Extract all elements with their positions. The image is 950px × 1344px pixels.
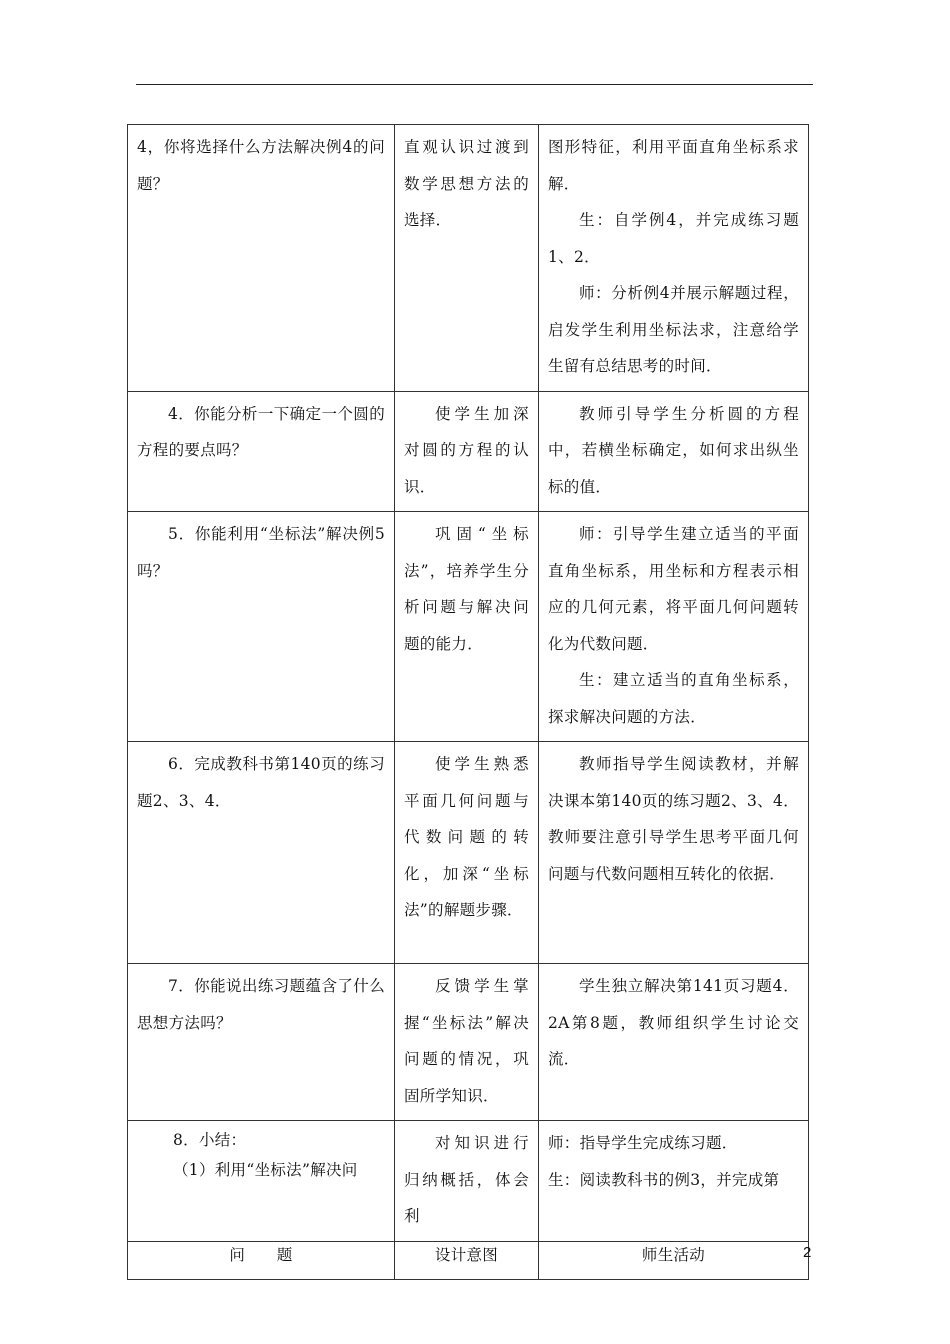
- intent-text: 使学生熟悉平面几何问题与代数问题的转化，加深“坐标法”的解题步骤．: [404, 755, 529, 919]
- activity-cell: [539, 742, 809, 964]
- question-text: 4，你将选择什么方法解决例4的问题？: [137, 138, 385, 193]
- activity-text: 生：阅读教科书的例3，并完成第: [548, 1170, 780, 1189]
- intent-cell: [395, 391, 539, 512]
- activity-text: 师：分析例4并展示解题过程，启发学生利用坐标法求，注意给学生留有总结思考的时间．: [548, 284, 799, 375]
- question-text: 7．你能说出练习题蕴含了什么思想方法吗？: [137, 977, 385, 1032]
- header-rule: [136, 84, 813, 85]
- table-row: [128, 391, 809, 512]
- lesson-design-table: [127, 124, 812, 1280]
- question-cell: [128, 742, 395, 964]
- intent-text: 巩固“坐标法”，培养学生分析问题与解决问题的能力．: [404, 525, 529, 653]
- activity-cell: [539, 964, 809, 1121]
- question-cell: [128, 964, 395, 1121]
- activity-cell: [539, 512, 809, 742]
- column-header-question: 问 题: [128, 1241, 395, 1279]
- question-text: 5．你能利用“坐标法”解决例5吗？: [137, 525, 385, 580]
- activity-text: 学生独立解决第141页习题4．2A第8题，教师组织学生讨论交流．: [548, 977, 799, 1068]
- question-cell: [128, 1121, 395, 1242]
- question-cell: [128, 391, 395, 512]
- activity-text: 生：自学例4，并完成练习题1、2．: [548, 211, 799, 266]
- activity-cell: [539, 125, 809, 392]
- column-header-intent: 设计意图: [395, 1241, 539, 1279]
- table-row: [128, 125, 809, 392]
- activity-text: 教师指导学生阅读教材，并解决课本第140页的练习题2、3、4．教师要注意引导学生思考平面几何问题与代数问题相互转化的依据．: [548, 755, 799, 883]
- activity-text: 生：建立适当的直角坐标系，探求解决问题的方法．: [548, 671, 799, 726]
- table-row: [128, 742, 809, 964]
- question-text: 4．你能分析一下确定一个圆的方程的要点吗？: [137, 404, 385, 459]
- table-row: [128, 1121, 809, 1242]
- intent-cell: [395, 742, 539, 964]
- question-text: 8．小结：: [173, 1131, 247, 1149]
- activity-text: 图形特征，利用平面直角坐标系求解．: [548, 138, 799, 193]
- table-header-row: [128, 1241, 809, 1279]
- intent-text: 对知识进行归纳概括，体会利: [404, 1134, 529, 1225]
- intent-text: 使学生加深对圆的方程的认识．: [404, 404, 529, 496]
- question-cell: [128, 512, 395, 742]
- column-header-activity: 师生活动: [539, 1241, 809, 1279]
- intent-text: 直观认识过渡到数学思想方法的选择．: [404, 138, 529, 229]
- question-text: （1）利用“坐标法”解决问: [173, 1161, 358, 1179]
- table-row: [128, 512, 809, 742]
- intent-cell: [395, 125, 539, 392]
- page-number: 2: [803, 1244, 812, 1261]
- intent-cell: [395, 964, 539, 1121]
- intent-text: 反馈学生掌握“坐标法”解决问题的情况，巩固所学知识．: [404, 977, 529, 1105]
- activity-text: 教师引导学生分析圆的方程中，若横坐标确定，如何求出纵坐标的值．: [548, 404, 799, 496]
- table-row: [128, 964, 809, 1121]
- intent-cell: [395, 512, 539, 742]
- activity-cell: [539, 391, 809, 512]
- intent-cell: [395, 1121, 539, 1242]
- activity-cell: [539, 1121, 809, 1242]
- activity-text: 师：引导学生建立适当的平面直角坐标系，用坐标和方程表示相应的几何元素，将平面几何问题转化为代数问题．: [548, 525, 799, 653]
- activity-text: 师：指导学生完成练习题．: [548, 1134, 738, 1152]
- question-text: 6．完成教科书第140页的练习题2、3、4．: [137, 755, 385, 810]
- question-cell: [128, 125, 395, 392]
